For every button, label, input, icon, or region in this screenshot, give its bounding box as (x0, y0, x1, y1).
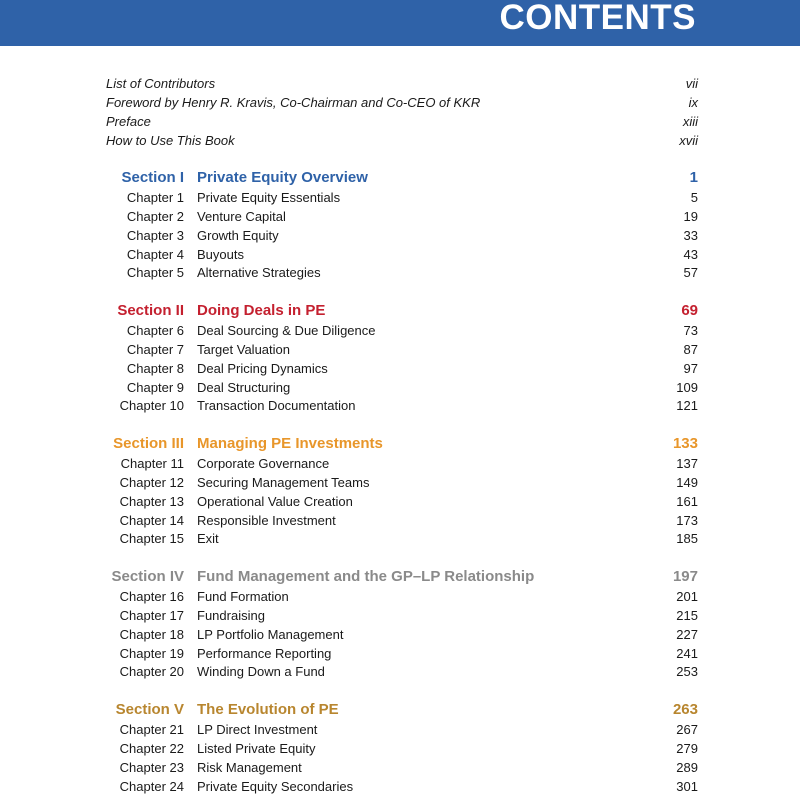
front-matter-title: Preface (106, 114, 151, 129)
section-page: 69 (681, 302, 698, 319)
section-page: 1 (689, 169, 698, 186)
chapter-page: 161 (676, 494, 698, 509)
front-matter-item[interactable] (106, 93, 698, 112)
chapter-row[interactable] (106, 720, 698, 739)
section-title: Fund Management and the GP–LP Relationship (197, 568, 535, 585)
section-page: 263 (672, 701, 698, 718)
section-title: Doing Deals in PE (197, 302, 326, 319)
chapter-label: Chapter 9 (126, 380, 184, 395)
chapter-row[interactable] (106, 529, 698, 548)
chapter-page: 33 (683, 228, 698, 243)
chapter-page: 73 (683, 323, 698, 338)
chapter-page: 43 (683, 247, 698, 262)
section-label: Section I (121, 169, 184, 186)
front-matter-page: xiii (682, 114, 698, 129)
chapter-label: Chapter 15 (119, 531, 184, 546)
chapter-row[interactable] (106, 396, 698, 415)
section-title: Managing PE Investments (197, 435, 383, 452)
chapter-page: 201 (676, 589, 698, 604)
front-matter-page: ix (688, 95, 698, 110)
chapter-page: 253 (676, 664, 698, 679)
page-title: CONTENTS (499, 0, 696, 37)
chapter-page: 267 (676, 722, 698, 737)
chapter-title: Transaction Documentation (197, 398, 356, 413)
chapter-title: LP Portfolio Management (197, 627, 344, 642)
front-matter-title: How to Use This Book (106, 133, 235, 148)
chapter-label: Chapter 20 (119, 664, 184, 679)
chapter-label: Chapter 12 (119, 475, 184, 490)
chapter-label: Chapter 8 (126, 361, 184, 376)
chapter-row[interactable] (106, 587, 698, 606)
chapter-label: Chapter 19 (119, 646, 184, 661)
chapter-title: Deal Pricing Dynamics (197, 361, 328, 376)
chapter-title: Corporate Governance (197, 456, 330, 471)
chapter-page: 19 (683, 209, 698, 224)
chapter-title: Winding Down a Fund (197, 664, 325, 679)
chapter-row[interactable] (106, 263, 698, 282)
chapter-row[interactable] (106, 454, 698, 473)
chapter-title: Performance Reporting (197, 646, 332, 661)
chapter-title: Private Equity Essentials (197, 190, 341, 205)
chapter-page: 87 (683, 342, 698, 357)
section-heading-3[interactable] (106, 433, 698, 454)
front-matter-title: Foreword by Henry R. Kravis, Co-Chairman and Co-CEO of KKR (106, 95, 481, 110)
front-matter-item[interactable] (106, 112, 698, 131)
chapter-label: Chapter 5 (126, 265, 184, 280)
chapter-title: Deal Structuring (197, 380, 291, 395)
chapter-title: Fund Formation (197, 589, 289, 604)
chapter-row[interactable] (106, 473, 698, 492)
chapter-page: 289 (676, 760, 698, 775)
section-title: Private Equity Overview (197, 169, 368, 186)
section-label: Section V (115, 701, 184, 718)
chapter-row[interactable] (106, 207, 698, 226)
chapter-label: Chapter 16 (119, 589, 184, 604)
chapter-title: Responsible Investment (197, 513, 336, 528)
section-heading-1[interactable] (106, 167, 698, 188)
section-label: Section IV (111, 568, 184, 585)
chapter-row[interactable] (106, 245, 698, 264)
chapter-row[interactable] (106, 511, 698, 530)
chapter-title: Venture Capital (197, 209, 286, 224)
front-matter-page: xvii (679, 133, 698, 148)
section-label: Section II (117, 302, 184, 319)
chapter-row[interactable] (106, 340, 698, 359)
chapter-label: Chapter 14 (119, 513, 184, 528)
chapter-title: Listed Private Equity (197, 741, 316, 756)
section-heading-2[interactable] (106, 300, 698, 321)
chapter-page: 109 (676, 380, 698, 395)
chapter-title: Exit (197, 531, 219, 546)
chapter-page: 57 (683, 265, 698, 280)
section-heading-5[interactable] (106, 699, 698, 720)
chapter-row[interactable] (106, 739, 698, 758)
chapter-row[interactable] (106, 777, 698, 796)
chapter-row[interactable] (106, 226, 698, 245)
chapter-page: 185 (676, 531, 698, 546)
chapter-title: Operational Value Creation (197, 494, 353, 509)
chapter-label: Chapter 6 (126, 323, 184, 338)
chapter-page: 227 (676, 627, 698, 642)
chapter-row[interactable] (106, 625, 698, 644)
chapter-label: Chapter 1 (126, 190, 184, 205)
section-label: Section III (113, 435, 184, 452)
chapter-title: Fundraising (197, 608, 265, 623)
chapter-label: Chapter 13 (119, 494, 184, 509)
chapter-label: Chapter 18 (119, 627, 184, 642)
chapter-title: Private Equity Secondaries (197, 779, 354, 794)
chapter-row[interactable] (106, 188, 698, 207)
chapter-row[interactable] (106, 492, 698, 511)
chapter-page: 279 (676, 741, 698, 756)
chapter-page: 215 (676, 608, 698, 623)
chapter-page: 137 (676, 456, 698, 471)
chapter-title: Target Valuation (197, 342, 290, 357)
chapter-title: Growth Equity (197, 228, 279, 243)
chapter-page: 173 (676, 513, 698, 528)
chapter-row[interactable] (106, 359, 698, 378)
chapter-label: Chapter 24 (119, 779, 184, 794)
front-matter-page: vii (685, 76, 698, 91)
chapter-label: Chapter 11 (120, 456, 184, 471)
front-matter-title: List of Contributors (106, 76, 216, 91)
chapter-title: Risk Management (197, 760, 302, 775)
chapter-row[interactable] (106, 644, 698, 663)
chapter-page: 121 (676, 398, 698, 413)
chapter-page: 301 (676, 779, 698, 794)
chapter-label: Chapter 22 (119, 741, 184, 756)
chapter-row[interactable] (106, 662, 698, 681)
chapter-page: 5 (690, 190, 698, 205)
front-matter-item[interactable] (106, 131, 698, 150)
chapter-row[interactable] (106, 321, 698, 340)
header-banner (0, 0, 800, 46)
chapter-page: 97 (683, 361, 698, 376)
chapter-label: Chapter 10 (119, 398, 184, 413)
front-matter-item[interactable] (106, 74, 698, 93)
chapter-label: Chapter 3 (126, 228, 184, 243)
chapter-title: Deal Sourcing & Due Diligence (197, 323, 376, 338)
chapter-label: Chapter 4 (126, 247, 184, 262)
section-title: The Evolution of PE (197, 701, 339, 718)
chapter-title: LP Direct Investment (197, 722, 318, 737)
chapter-label: Chapter 2 (126, 209, 184, 224)
chapter-row[interactable] (106, 758, 698, 777)
chapter-title: Buyouts (197, 247, 244, 262)
chapter-label: Chapter 23 (119, 760, 184, 775)
chapter-page: 241 (676, 646, 698, 661)
chapter-label: Chapter 21 (119, 722, 184, 737)
chapter-label: Chapter 17 (119, 608, 184, 623)
chapter-page: 149 (676, 475, 698, 490)
section-page: 133 (672, 435, 698, 452)
chapter-label: Chapter 7 (126, 342, 184, 357)
chapter-title: Securing Management Teams (197, 475, 370, 490)
chapter-title: Alternative Strategies (197, 265, 321, 280)
chapter-row[interactable] (106, 606, 698, 625)
section-heading-4[interactable] (106, 566, 698, 587)
section-page: 197 (672, 568, 698, 585)
chapter-row[interactable] (106, 378, 698, 397)
